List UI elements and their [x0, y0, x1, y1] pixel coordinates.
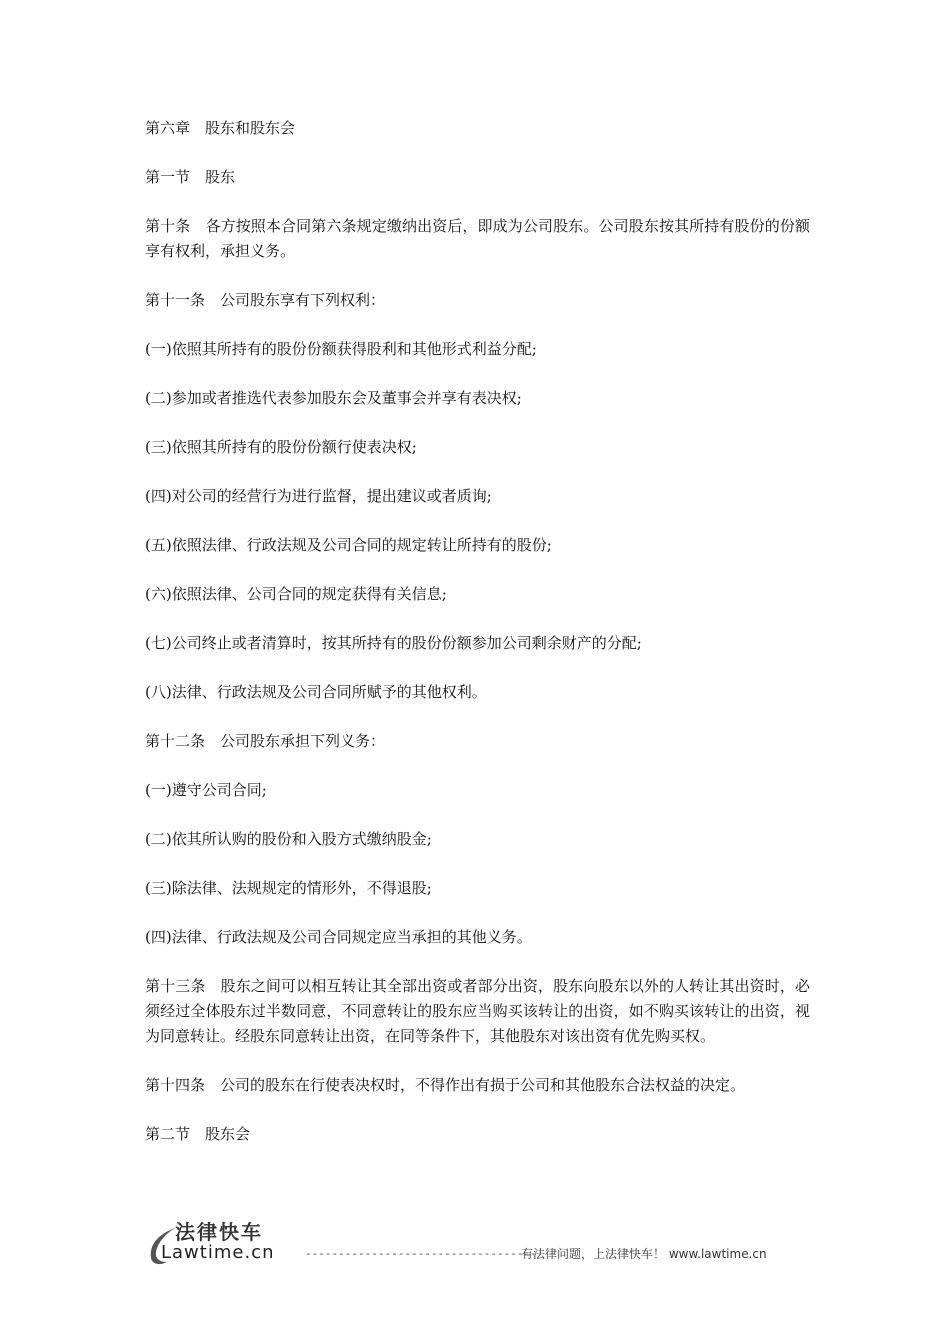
footer-slogan: 有法律问题，上法律快车！ www.lawtime.cn	[521, 1247, 767, 1261]
right-item-8: (八)法律、行政法规及公司合同所赋予的其他权利。	[145, 683, 487, 701]
logo-english-text: Lawtime.cn	[161, 1242, 275, 1263]
duty-item-2: (二)依其所认购的股份和入股方式缴纳股金;	[145, 830, 432, 848]
document-body	[145, 116, 810, 1171]
article-11: 第十一条 公司股东享有下列权利：	[145, 291, 386, 309]
footer-dashed-rule: -----------------------------------	[305, 1247, 537, 1260]
duty-item-4: (四)法律、行政法规及公司合同规定应当承担的其他义务。	[145, 928, 532, 946]
right-item-2: (二)参加或者推选代表参加股东会及董事会并享有表决权;	[145, 389, 522, 407]
page-footer	[145, 1220, 810, 1270]
duty-item-3: (三)除法律、法规规定的情形外，不得退股;	[145, 879, 432, 897]
section-heading-2: 第二节 股东会	[145, 1125, 251, 1143]
right-item-3: (三)依照其所持有的股份份额行使表决权;	[145, 438, 417, 456]
section-heading: 第一节 股东	[145, 168, 236, 186]
article-12: 第十二条 公司股东承担下列义务：	[145, 732, 386, 750]
article-10: 第十条 各方按照本合同第六条规定缴纳出资后，即成为公司股东。公司股东按其所持有股份的份额享有权利，承担义务。	[145, 217, 810, 260]
right-item-7: (七)公司终止或者清算时，按其所持有的股份份额参加公司剩余财产的分配;	[145, 634, 642, 652]
duty-item-1: (一)遵守公司合同;	[145, 781, 267, 799]
right-item-5: (五)依照法律、行政法规及公司合同的规定转让所持有的股份;	[145, 536, 552, 554]
chapter-heading: 第六章 股东和股东会	[145, 119, 296, 137]
right-item-6: (六)依照法律、公司合同的规定获得有关信息;	[145, 585, 447, 603]
lawtime-logo	[145, 1220, 305, 1270]
logo-chinese-text: 法律快车	[175, 1220, 263, 1244]
right-item-4: (四)对公司的经营行为进行监督，提出建议或者质询;	[145, 487, 492, 505]
article-13: 第十三条 股东之间可以相互转让其全部出资或者部分出资，股东向股东以外的人转让其出资时，必须经过全体股东过半数同意，不同意转让的股东应当购买该转让的出资，如不购买该转让的出资，视为同意转让。经股东同意转让出资，在同等条件下，其他股东对该出资有优先购买权。	[145, 977, 810, 1045]
article-14: 第十四条 公司的股东在行使表决权时，不得作出有损于公司和其他股东合法权益的决定。	[145, 1076, 746, 1094]
right-item-1: (一)依照其所持有的股份份额获得股利和其他形式利益分配;	[145, 340, 537, 358]
